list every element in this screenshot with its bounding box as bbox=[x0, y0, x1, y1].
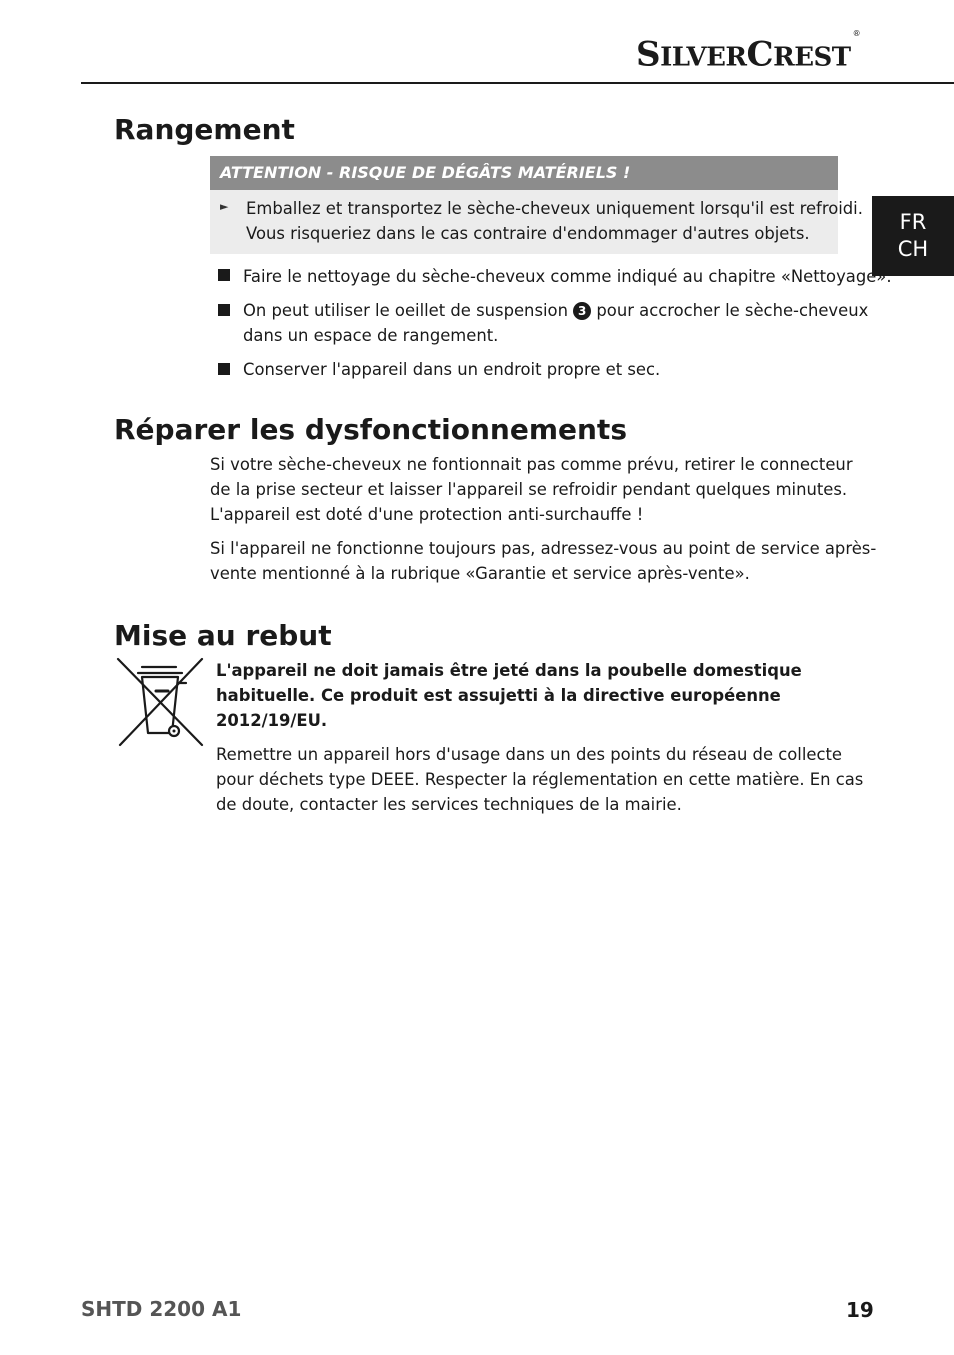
footer-page-number: 19 bbox=[846, 1298, 874, 1322]
section-title-rebut: Mise au rebut bbox=[114, 619, 332, 652]
rebut-text-line-1: Remettre un appareil hors d'usage dans un des points du réseau de collecte bbox=[216, 745, 843, 764]
header-rule bbox=[81, 82, 954, 84]
footer-model-number: SHTD 2200 A1 bbox=[81, 1297, 242, 1321]
rebut-bold-line-1: L'appareil ne doit jamais être jeté dans la poubelle domestique bbox=[216, 661, 802, 680]
rebut-bold-line-2: habituelle. Ce produit est assujetti à la directive européenne bbox=[216, 686, 781, 705]
warning-heading: ATTENTION - RISQUE DE DÉGÂTS MATÉRIELS ! bbox=[210, 156, 838, 190]
reparer-p2-line-1: Si l'appareil ne fonctionne toujours pas, adressez-vous au point de service après- bbox=[210, 539, 877, 558]
reparer-p1-line-3: L'appareil est doté d'une protection anti-surchauffe ! bbox=[210, 505, 644, 524]
warning-line-1: Emballez et transportez le sèche-cheveux uniquement lorsqu'il est refroidi. bbox=[246, 199, 863, 218]
rebut-text-line-2: pour déchets type DEEE. Respecter la réglementation en cette matière. En cas bbox=[216, 770, 864, 789]
language-tab-line1: FR bbox=[899, 210, 927, 234]
section-title-reparer: Réparer les dysfonctionnements bbox=[114, 413, 627, 446]
rebut-text-line-3: de doute, contacter les services techniques de la mairie. bbox=[216, 795, 682, 814]
crossed-out-wheelie-bin-icon bbox=[116, 657, 206, 749]
language-tab-line2: CH bbox=[897, 237, 929, 261]
square-bullet-icon bbox=[218, 304, 230, 316]
rebut-bold-line-3: 2012/19/EU. bbox=[216, 711, 328, 730]
arrow-bullet-icon: ► bbox=[220, 200, 229, 213]
section-title-rangement: Rangement bbox=[114, 113, 295, 146]
reparer-p1-line-2: de la prise secteur et laisser l'appareil se refroidir pendant quelques minutes. bbox=[210, 480, 848, 499]
reparer-p2-line-2: vente mentionné à la rubrique «Garantie et service après-vente». bbox=[210, 564, 750, 583]
bullet-text-hanging-line2: dans un espace de rangement. bbox=[243, 326, 499, 345]
bullet-text-hanging: On peut utiliser le oeillet de suspension 3 pour accrocher le sèche-cheveux bbox=[243, 301, 869, 320]
bullet-text-cleaning: Faire le nettoyage du sèche-cheveux comme indiqué au chapitre «Nettoyage». bbox=[243, 267, 892, 286]
bullet-text-storage: Conserver l'appareil dans un endroit propre et sec. bbox=[243, 360, 661, 379]
reparer-p1-line-1: Si votre sèche-cheveux ne fontionnait pas comme prévu, retirer le connecteur bbox=[210, 455, 853, 474]
item-number-badge: 3 bbox=[573, 302, 591, 320]
square-bullet-icon bbox=[218, 269, 230, 281]
square-bullet-icon bbox=[218, 363, 230, 375]
brand-logo: SILVERCREST® bbox=[636, 29, 861, 75]
warning-line-2: Vous risqueriez dans le cas contraire d'endommager d'autres objets. bbox=[246, 224, 810, 243]
